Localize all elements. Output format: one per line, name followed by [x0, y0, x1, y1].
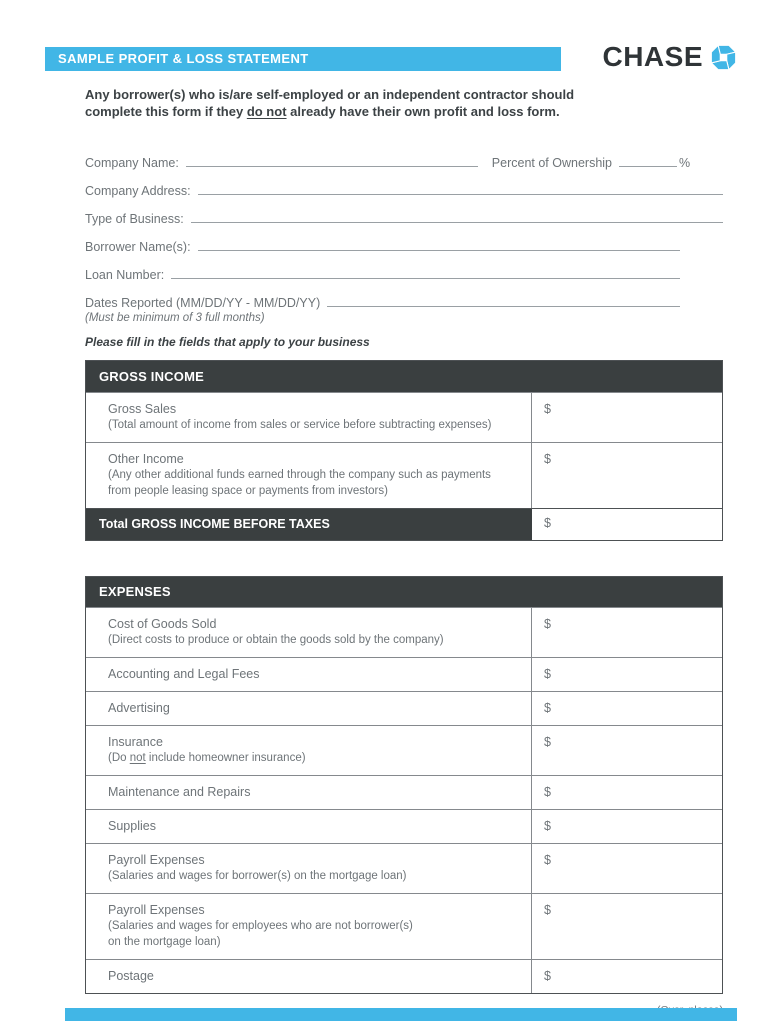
field-label: Company Name:	[85, 156, 179, 170]
fill-in-line[interactable]	[198, 249, 680, 251]
underlined-text: not	[129, 752, 146, 764]
form-fields	[85, 142, 723, 328]
field-row-6	[85, 282, 723, 310]
table-header: EXPENSES	[86, 577, 722, 607]
row-description-cell	[86, 844, 531, 893]
row-description-cell	[86, 960, 531, 993]
table-row	[86, 657, 722, 691]
intro-line-2	[85, 103, 723, 120]
gross-income-table	[85, 360, 723, 541]
row-description-cell	[86, 658, 531, 691]
row-description-cell	[86, 894, 531, 959]
field-row-1	[85, 142, 723, 170]
field-label: Borrower Name(s):	[85, 240, 191, 254]
amount-input-cell[interactable]: $	[531, 844, 722, 893]
amount-input-cell[interactable]: $	[531, 608, 722, 657]
amount-input-cell[interactable]: $	[531, 443, 722, 508]
text-part: (Salaries and wages for employees who are not borrower(s)	[108, 920, 413, 932]
row-description-cell	[86, 393, 531, 442]
fill-in-line[interactable]	[186, 165, 478, 167]
expenses-table	[85, 576, 723, 994]
chase-octagon-icon	[710, 44, 737, 71]
text-part: from people leasing space or payments from investors)	[108, 485, 388, 497]
amount-input-cell[interactable]: $	[531, 692, 722, 725]
row-title: Payroll Expenses	[108, 903, 205, 917]
row-description-cell	[86, 776, 531, 809]
row-description-cell	[86, 810, 531, 843]
fill-in-line[interactable]	[198, 193, 723, 195]
row-title: Advertising	[108, 701, 170, 715]
chase-wordmark: CHASE	[602, 41, 703, 72]
text-part: (Any other additional funds earned through the company such as payments	[108, 469, 491, 481]
chase-logo	[602, 40, 737, 74]
text-part: (Direct costs to produce or obtain the goods sold by the company)	[108, 634, 444, 646]
field-row-5	[85, 254, 723, 282]
form-body	[85, 86, 723, 1017]
table-row	[86, 809, 722, 843]
form-title-banner	[45, 47, 561, 71]
row-description-cell	[86, 692, 531, 725]
amount-input-cell[interactable]: $	[531, 726, 722, 775]
row-title: Insurance	[108, 735, 163, 749]
field-label: Type of Business:	[85, 212, 184, 226]
table-row	[86, 392, 722, 442]
amount-input-cell[interactable]: $	[531, 776, 722, 809]
row-subtitle	[108, 467, 523, 499]
fill-in-line[interactable]	[327, 305, 680, 307]
amount-input-cell[interactable]: $	[531, 810, 722, 843]
fill-in-line[interactable]	[171, 277, 680, 279]
intro-text	[85, 86, 723, 120]
text-part: (Total amount of income from sales or service before subtracting expenses)	[108, 419, 492, 431]
amount-input-cell[interactable]: $	[531, 658, 722, 691]
field-label: Company Address:	[85, 184, 191, 198]
row-title: Accounting and Legal Fees	[108, 667, 260, 681]
amount-input-cell[interactable]: $	[531, 894, 722, 959]
row-description-cell	[86, 608, 531, 657]
field-row-3	[85, 198, 723, 226]
intro-line-1: Any borrower(s) who is/are self-employed or an independent contractor should	[85, 87, 575, 102]
percent-suffix: %	[679, 156, 691, 170]
field-label: Dates Reported (MM/DD/YY - MM/DD/YY)	[85, 296, 321, 310]
row-subtitle	[108, 417, 523, 433]
row-subtitle	[108, 750, 523, 766]
table-row	[86, 691, 722, 725]
row-title: Cost of Goods Sold	[108, 617, 217, 631]
row-title: Postage	[108, 969, 154, 983]
field-note: (Must be minimum of 3 full months)	[85, 312, 265, 324]
amount-input-cell[interactable]: $	[531, 960, 722, 993]
row-subtitle	[108, 918, 523, 950]
text-part: already have their own profit and loss form.	[286, 104, 560, 119]
field-label: Percent of Ownership	[491, 156, 612, 170]
total-row	[86, 508, 722, 540]
table-row	[86, 725, 722, 775]
amount-input-cell[interactable]: $	[544, 516, 551, 530]
text-part: on the mortgage loan)	[108, 936, 221, 948]
table-row	[86, 442, 722, 508]
footer-accent-bar	[65, 1008, 737, 1021]
text-part: (Do	[108, 752, 130, 764]
table-row	[86, 893, 722, 959]
row-description-cell	[86, 443, 531, 508]
table-header: GROSS INCOME	[86, 361, 722, 392]
underlined-text: do not	[246, 104, 287, 119]
row-title: Supplies	[108, 819, 156, 833]
fill-in-line[interactable]	[619, 165, 677, 167]
fill-in-line[interactable]	[191, 221, 723, 223]
field-label: Loan Number:	[85, 268, 165, 282]
row-title: Gross Sales	[108, 402, 177, 416]
fill-in-instruction: Please fill in the fields that apply to your business	[85, 335, 370, 349]
table-row	[86, 843, 722, 893]
form-title: SAMPLE PROFIT & LOSS STATEMENT	[58, 51, 309, 66]
text-part: (Salaries and wages for borrower(s) on the mortgage loan)	[108, 870, 407, 882]
row-description-cell	[86, 726, 531, 775]
text-part: complete this form if they	[85, 104, 247, 119]
table-row	[86, 959, 722, 993]
amount-input-cell[interactable]: $	[531, 393, 722, 442]
row-subtitle	[108, 868, 523, 884]
row-title: Other Income	[108, 452, 184, 466]
table-row	[86, 607, 722, 657]
row-subtitle	[108, 632, 523, 648]
total-row-label: Total GROSS INCOME BEFORE TAXES	[86, 509, 532, 540]
row-title: Maintenance and Repairs	[108, 785, 251, 799]
row-title: Payroll Expenses	[108, 853, 205, 867]
field-row-2	[85, 170, 723, 198]
field-row-4	[85, 226, 723, 254]
table-row	[86, 775, 722, 809]
text-part: include homeowner insurance)	[145, 752, 306, 764]
